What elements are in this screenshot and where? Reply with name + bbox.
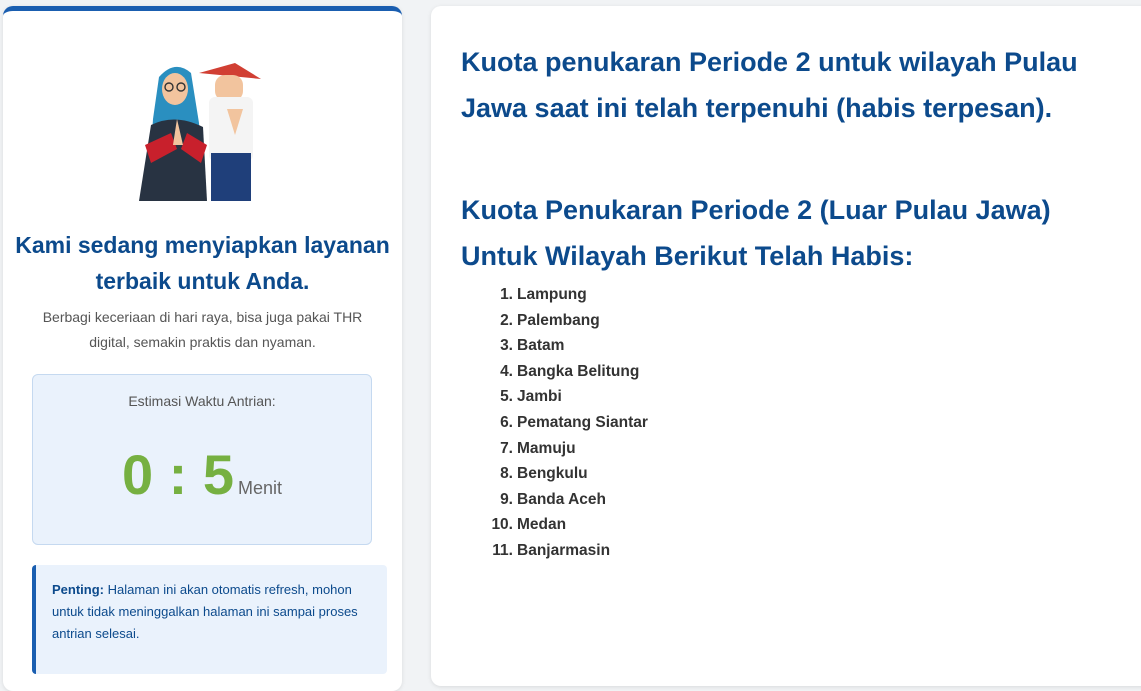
region-number: 9. bbox=[500, 490, 513, 508]
region-name: Palembang bbox=[517, 311, 600, 329]
region-name: Bengkulu bbox=[517, 465, 588, 483]
region-item bbox=[461, 410, 648, 436]
notice-body: Halaman ini akan otomatis refresh, mohon untuk tidak meninggalkan halaman ini sampai proses antrian selesai. bbox=[52, 582, 358, 641]
notice-text bbox=[52, 579, 371, 645]
estimate-value: 0 : 5 bbox=[121, 443, 235, 506]
region-name: Lampung bbox=[517, 286, 587, 303]
region-item bbox=[461, 359, 648, 385]
region-number: 11. bbox=[492, 541, 513, 559]
estimate-timer bbox=[33, 445, 371, 505]
region-number: 3. bbox=[500, 337, 513, 355]
region-item bbox=[461, 461, 648, 487]
region-number: 8. bbox=[500, 465, 513, 483]
region-name: Banjarmasin bbox=[517, 541, 611, 559]
greeting-couple-illustration bbox=[131, 49, 271, 201]
estimate-label: Estimasi Waktu Antrian: bbox=[128, 393, 276, 409]
region-item bbox=[461, 538, 648, 564]
region-name: Bangka Belitung bbox=[517, 362, 640, 380]
region-item bbox=[461, 487, 648, 513]
notice-box bbox=[32, 565, 387, 674]
region-item bbox=[461, 384, 648, 410]
quota-info-card bbox=[431, 6, 1141, 686]
region-number: 6. bbox=[500, 413, 513, 431]
region-item bbox=[461, 512, 648, 538]
region-name: Medan bbox=[517, 516, 567, 534]
region-list bbox=[461, 282, 648, 564]
region-number: 10. bbox=[491, 516, 513, 534]
region-name: Batam bbox=[517, 337, 565, 355]
left-subtitle: Berbagi keceriaan di hari raya, bisa juga pakai THR digital, semakin praktis dan nyaman. bbox=[42, 309, 363, 350]
region-name: Pematang Siantar bbox=[517, 413, 648, 431]
region-number: 2. bbox=[500, 311, 513, 329]
region-item bbox=[461, 436, 648, 462]
region-number: 4. bbox=[500, 362, 513, 380]
estimate-box bbox=[32, 374, 372, 545]
region-name: Mamuju bbox=[517, 439, 576, 457]
region-item bbox=[461, 282, 648, 308]
subheadline: Kuota Penukaran Periode 2 (Luar Pulau Jawa) Untuk Wilayah Berikut Telah Habis: bbox=[461, 195, 1051, 271]
estimate-unit: Menit bbox=[238, 478, 283, 498]
region-name: Banda Aceh bbox=[517, 490, 607, 508]
region-name: Jambi bbox=[517, 388, 562, 406]
region-item bbox=[461, 333, 648, 359]
region-item bbox=[461, 308, 648, 334]
queue-info-card bbox=[3, 6, 402, 691]
region-number: 5. bbox=[500, 388, 513, 406]
headline: Kuota penukaran Periode 2 untuk wilayah Pulau Jawa saat ini telah terpenuhi (habis terpesan). bbox=[461, 47, 1078, 123]
left-title: Kami sedang menyiapkan layanan terbaik untuk Anda. bbox=[15, 232, 390, 294]
region-number: 7. bbox=[500, 439, 513, 457]
notice-label: Penting: bbox=[52, 582, 104, 597]
region-number: 1. bbox=[500, 286, 513, 303]
